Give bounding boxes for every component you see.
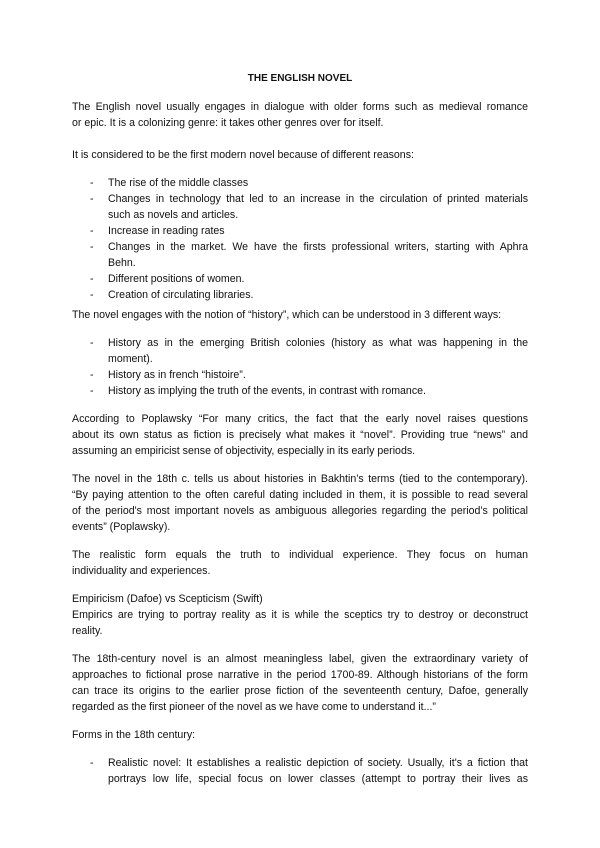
paragraph xyxy=(72,147,528,163)
list-item xyxy=(72,287,528,303)
paragraph xyxy=(72,471,528,535)
bullet-dash: - xyxy=(90,225,94,237)
text-line: Empiricism (Dafoe) vs Scepticism (Swift) xyxy=(72,593,263,605)
text-line: reality. xyxy=(72,625,103,637)
paragraph xyxy=(72,727,528,743)
text-line: Increase in reading rates xyxy=(108,225,225,237)
bullet-dash: - xyxy=(90,385,94,397)
text-line: or epic. It is a colonizing genre: it takes other genres over for itself. xyxy=(72,117,384,129)
text-line: The novel in the 18th c. tells us about histories in Bakhtin’s terms (tied to the contemporary). xyxy=(72,473,528,485)
text-line: can trace its origins to the earlier prose fiction of the seventeenth century, Dafoe, generally xyxy=(72,685,528,697)
document-title: THE ENGLISH NOVEL xyxy=(247,73,353,84)
list-item xyxy=(72,755,528,787)
list-item xyxy=(72,271,528,287)
text-line: about its own status as fiction is precisely what makes it “novel”. Providing true “news” and xyxy=(72,429,528,441)
bullet-dash: - xyxy=(90,757,94,769)
list-item xyxy=(72,335,528,367)
text-line: Realistic novel: It establishes a realistic depiction of society. Usually, it's a fiction that xyxy=(108,757,528,769)
text-line: The realistic form equals the truth to individual experience. They focus on human xyxy=(72,549,528,561)
list-item xyxy=(72,239,528,271)
text-line: individuality and experiences. xyxy=(72,565,211,577)
text-line: such as novels and articles. xyxy=(108,209,239,221)
text-line: events” (Poplawsky). xyxy=(72,521,171,533)
text-line: History as in the emerging British colonies (history as what was happening in the xyxy=(108,337,528,349)
text-line: Changes in technology that led to an increase in the circulation of printed materials xyxy=(108,193,528,205)
bullet-dash: - xyxy=(90,177,94,189)
text-line: portrays low life, special focus on lower classes (attempt to portray their lives as xyxy=(108,773,528,785)
list-item xyxy=(72,367,528,383)
list-item xyxy=(72,223,528,239)
bullet-dash: - xyxy=(90,273,94,285)
paragraph xyxy=(72,307,528,323)
paragraph xyxy=(72,411,528,459)
bullet-dash: - xyxy=(90,369,94,381)
bullet-dash: - xyxy=(90,289,94,301)
list-item xyxy=(72,191,528,223)
bullet-dash: - xyxy=(90,193,94,205)
text-line: of the period's most important novels as ambiguous allegories regarding the period’s political xyxy=(72,505,528,517)
text-line: assuming an empiricist sense of objectivity, especially in its early periods. xyxy=(72,445,416,457)
text-line: The 18th-century novel is an almost meaningless label, given the extraordinary variety of xyxy=(72,653,528,665)
text-line: Empirics are trying to portray reality as it is while the sceptics try to destroy or deconstruct xyxy=(72,609,528,621)
text-line: approaches to fictional prose narrative in the period 1700-89. Although historians of the form xyxy=(72,669,528,681)
text-line: According to Poplawsky “For many critics, the fact that the early novel raises questions xyxy=(72,413,528,425)
text-line: moment). xyxy=(108,353,153,365)
text-line: Behn. xyxy=(108,257,136,269)
text-line: The rise of the middle classes xyxy=(108,177,249,189)
text-line: It is considered to be the first modern novel because of different reasons: xyxy=(72,149,414,161)
list-item xyxy=(72,175,528,191)
text-line: History as in french “histoire”. xyxy=(108,369,246,381)
paragraph xyxy=(72,547,528,579)
text-line: History as implying the truth of the events, in contrast with romance. xyxy=(108,385,426,397)
bullet-list xyxy=(72,175,528,303)
text-line: regarded as the first pioneer of the novel as we have come to understand it...” xyxy=(72,701,436,713)
text-line: Creation of circulating libraries. xyxy=(108,289,254,301)
paragraph xyxy=(72,651,528,715)
bullet-dash: - xyxy=(90,337,94,349)
text-line: The novel engages with the notion of “history”, which can be understood in 3 different ways: xyxy=(72,309,502,321)
text-line: Changes in the market. We have the firsts professional writers, starting with Aphra xyxy=(108,241,528,253)
paragraph xyxy=(72,99,528,131)
paragraph xyxy=(72,591,528,639)
list-item xyxy=(72,383,528,399)
bullet-dash: - xyxy=(90,241,94,253)
text-line: The English novel usually engages in dialogue with older forms such as medieval romance xyxy=(72,101,528,113)
text-line: Different positions of women. xyxy=(108,273,245,285)
text-line: Forms in the 18th century: xyxy=(72,729,196,741)
bullet-list xyxy=(72,335,528,399)
bullet-list xyxy=(72,755,528,787)
text-line: “By paying attention to the often careful dating included in them, it is possible to read several xyxy=(72,489,528,501)
